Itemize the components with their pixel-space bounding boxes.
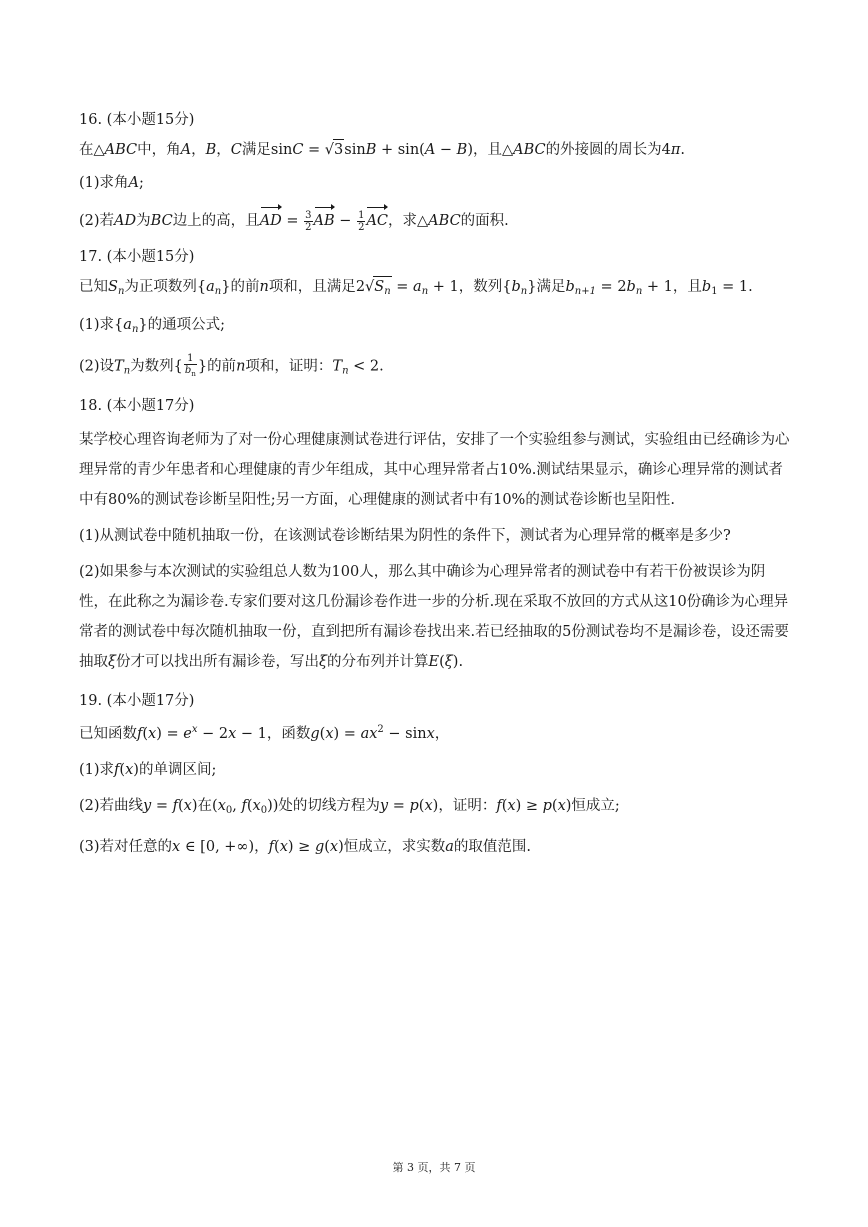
page-footer: 第 3 页，共 7 页	[392, 1161, 476, 1174]
q19-part1: (1)求f(x)的单调区间;	[79, 762, 217, 778]
q16-header: 16. (本小题15分)	[79, 112, 195, 128]
q19-part2: (2)若曲线y = f(x)在($x_0$, $f(x_0)$)处的切线方程为y = p(x)，证明：f(x) ≥ p(x)恒成立;	[79, 798, 620, 816]
q16-part2: (2)若AD为BC边上的高，且AD = $\frac{3}{2}$ AB − $\frac{1}{2}$ AC，求△ABC的面积.	[79, 206, 791, 233]
q19-part3: (3)若对任意的x ∈ [0, +∞)，f(x) ≥ g(x)恒成立，求实数a的取值范围.	[79, 839, 532, 855]
q19-header: 19. (本小题17分)	[79, 693, 195, 709]
q19-stem: 已知函数$f(x) = e^x - 2x - 1$，函数$g(x) = ax^2 - \sin x$，	[79, 724, 450, 742]
q17-header: 17. (本小题15分)	[79, 248, 195, 265]
q16-part1: (1)求角A;	[79, 175, 144, 191]
q17-stem: 已知$S_n$为正项数列$\{a_n\}$的前n项和，且满足$2√S_n = a_n + 1$，数列$\{b_n\}$满足$b_{n+1} = 2b_n + 1$，且$b_1 = 1$.	[79, 276, 791, 302]
q16-stem: 在△ABC中，角A，B，C满足sinC = √3sinB + sin(A − B)，且△ABC的外接圆的周长为4π.	[79, 139, 791, 160]
q17-part1: (1)求$\{a_n\}$的通项公式;	[79, 316, 226, 335]
q18-part2: (2)如果参与本次测试的实验组总人数为100人，那么其中确诊为心理异常者的测试卷中有若干份被误诊为阴性，在此称之为漏诊卷.专家们要对这几份漏诊卷作进一步的分析.现在采取不放回的方式从这10份确诊为心理异常者的测试卷中每次随机抽取一份，直到把所有漏诊卷找出来.若已经抽取的5份测试卷均不是漏诊卷，设还需要抽取ξ份才可以找出所有漏诊卷，写出ξ的分布列并计算E(ξ).	[79, 564, 789, 670]
q18-header: 18. (本小题17分)	[79, 398, 195, 414]
q18-stem: 某学校心理咨询老师为了对一份心理健康测试卷进行评估，安排了一个实验组参与测试，实验组由已经确诊为心理异常的青少年患者和心理健康的青少年组成，其中心理异常者占10%.测试结果显示，确诊心理异常的测试者中有80%的测试卷诊断呈阳性;另一方面，心理健康的测试者中有10%的测试卷诊断也呈阳性.	[79, 432, 790, 508]
page-content	[79, 110, 791, 873]
q17-part2: (2)设$T_n$为数列{ $\frac{1}{b_n}$ }的前n项和，证明：$T_n < 2$.	[79, 352, 384, 378]
q18-part1: (1)从测试卷中随机抽取一份，在该测试卷诊断结果为阴性的条件下，测试者为心理异常的概率是多少?	[79, 528, 731, 544]
